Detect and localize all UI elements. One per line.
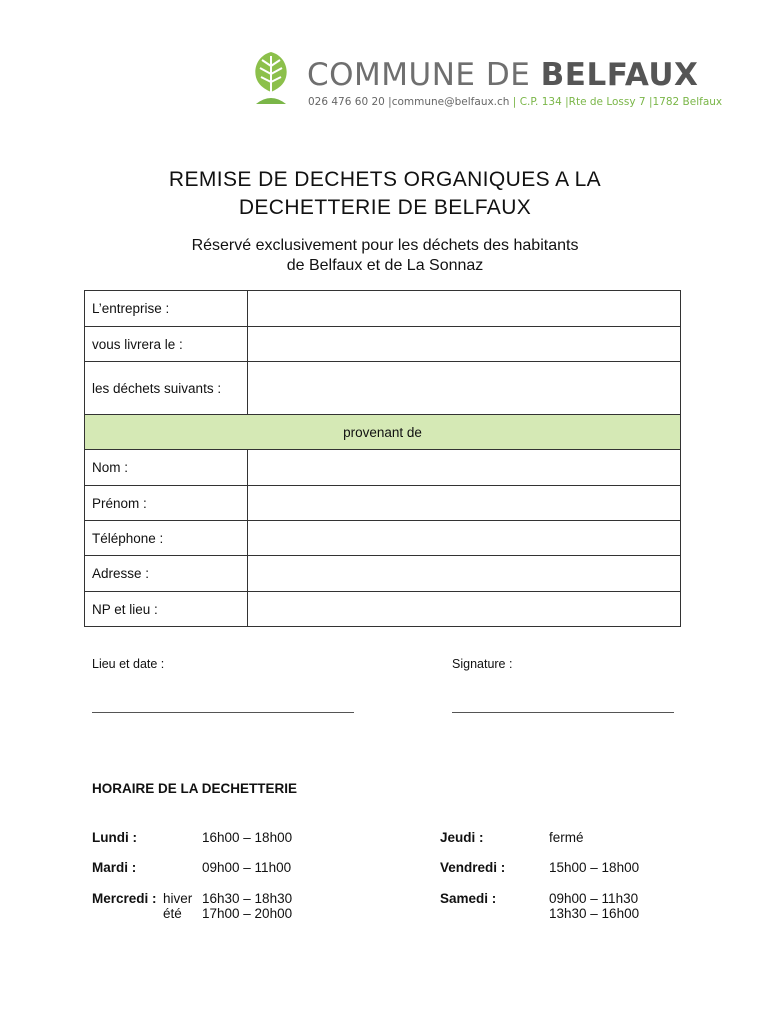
document-title-line-1: REMISE DE DECHETS ORGANIQUES A LA [168, 168, 602, 191]
contact-separator: | [388, 96, 392, 108]
last-name-field[interactable] [248, 450, 681, 486]
contact-separator: | [648, 96, 653, 108]
form-row-company [85, 291, 681, 327]
saturday-hours-afternoon: 13h30 – 16h00 [549, 906, 640, 921]
form-row-waste [85, 362, 681, 415]
document-subtitle [100, 236, 670, 276]
delivery-date-field[interactable] [248, 327, 681, 362]
document-title-line-2: DECHETTERIE DE BELFAUX [238, 196, 532, 219]
friday-hours: 15h00 – 18h00 [549, 860, 640, 875]
wednesday-summer-label: été [163, 906, 182, 921]
declaration-form [84, 290, 681, 627]
contact-po-box: C.P. 134 [519, 96, 562, 108]
form-row-postcode-city [85, 592, 681, 627]
place-date-label: Lieu et date : [92, 657, 165, 671]
contact-separator: | [512, 96, 517, 108]
signature-label: Signature : [452, 657, 513, 671]
address-label: Adresse : [85, 556, 248, 592]
brand-name-bold: BELFAUX [540, 57, 699, 93]
thursday-label: Jeudi : [440, 830, 484, 845]
waste-label: les déchets suivants : [85, 362, 248, 415]
form-row-delivery-date [85, 327, 681, 362]
contact-line [308, 96, 722, 108]
first-name-field[interactable] [248, 486, 681, 521]
brand-name-light: COMMUNE DE [307, 57, 541, 93]
postcode-city-label: NP et lieu : [85, 592, 248, 627]
signature-line[interactable] [452, 712, 674, 713]
company-label: L’entreprise : [85, 291, 248, 327]
wednesday-summer-hours: 17h00 – 20h00 [202, 906, 293, 921]
tree-logo-icon [248, 48, 294, 108]
wednesday-label: Mercredi : [92, 891, 157, 906]
phone-label: Téléphone : [85, 521, 248, 556]
schedule-title: HORAIRE DE LA DECHETTERIE [92, 781, 298, 796]
friday-label: Vendredi : [440, 860, 506, 875]
contact-city: 1782 Belfaux [652, 96, 723, 108]
address-field[interactable] [248, 556, 681, 592]
contact-phone: 026 476 60 20 [308, 96, 385, 108]
place-date-line[interactable] [92, 712, 354, 713]
tuesday-hours: 09h00 – 11h00 [202, 860, 292, 875]
wednesday-winter-label: hiver [163, 891, 193, 906]
waste-field[interactable] [248, 362, 681, 415]
wednesday-winter-hours: 16h30 – 18h30 [202, 891, 293, 906]
form-row-phone [85, 521, 681, 556]
contact-street: Rte de Lossy 7 [568, 96, 646, 108]
last-name-label: Nom : [85, 450, 248, 486]
form-row-last-name [85, 450, 681, 486]
tuesday-label: Mardi : [92, 860, 137, 875]
form-row-address [85, 556, 681, 592]
form-row-first-name [85, 486, 681, 521]
section-provenance-label: provenant de [85, 415, 681, 450]
first-name-label: Prénom : [85, 486, 248, 521]
contact-separator: | [565, 96, 569, 108]
document-subtitle-line-1: Réservé exclusivement pour les déchets des habitants [191, 237, 579, 254]
company-field[interactable] [248, 291, 681, 327]
postcode-city-field[interactable] [248, 592, 681, 627]
thursday-hours: fermé [549, 830, 584, 845]
phone-field[interactable] [248, 521, 681, 556]
contact-email: commune@belfaux.ch [391, 96, 510, 108]
brand-name [307, 58, 698, 92]
form-section-band [85, 415, 681, 450]
delivery-date-label: vous livrera le : [85, 327, 248, 362]
saturday-label: Samedi : [440, 891, 497, 906]
monday-hours: 16h00 – 18h00 [202, 830, 293, 845]
monday-label: Lundi : [92, 830, 137, 845]
saturday-hours-morning: 09h00 – 11h30 [549, 891, 639, 906]
document-subtitle-line-2: de Belfaux et de La Sonnaz [286, 257, 484, 274]
document-title [100, 166, 670, 222]
